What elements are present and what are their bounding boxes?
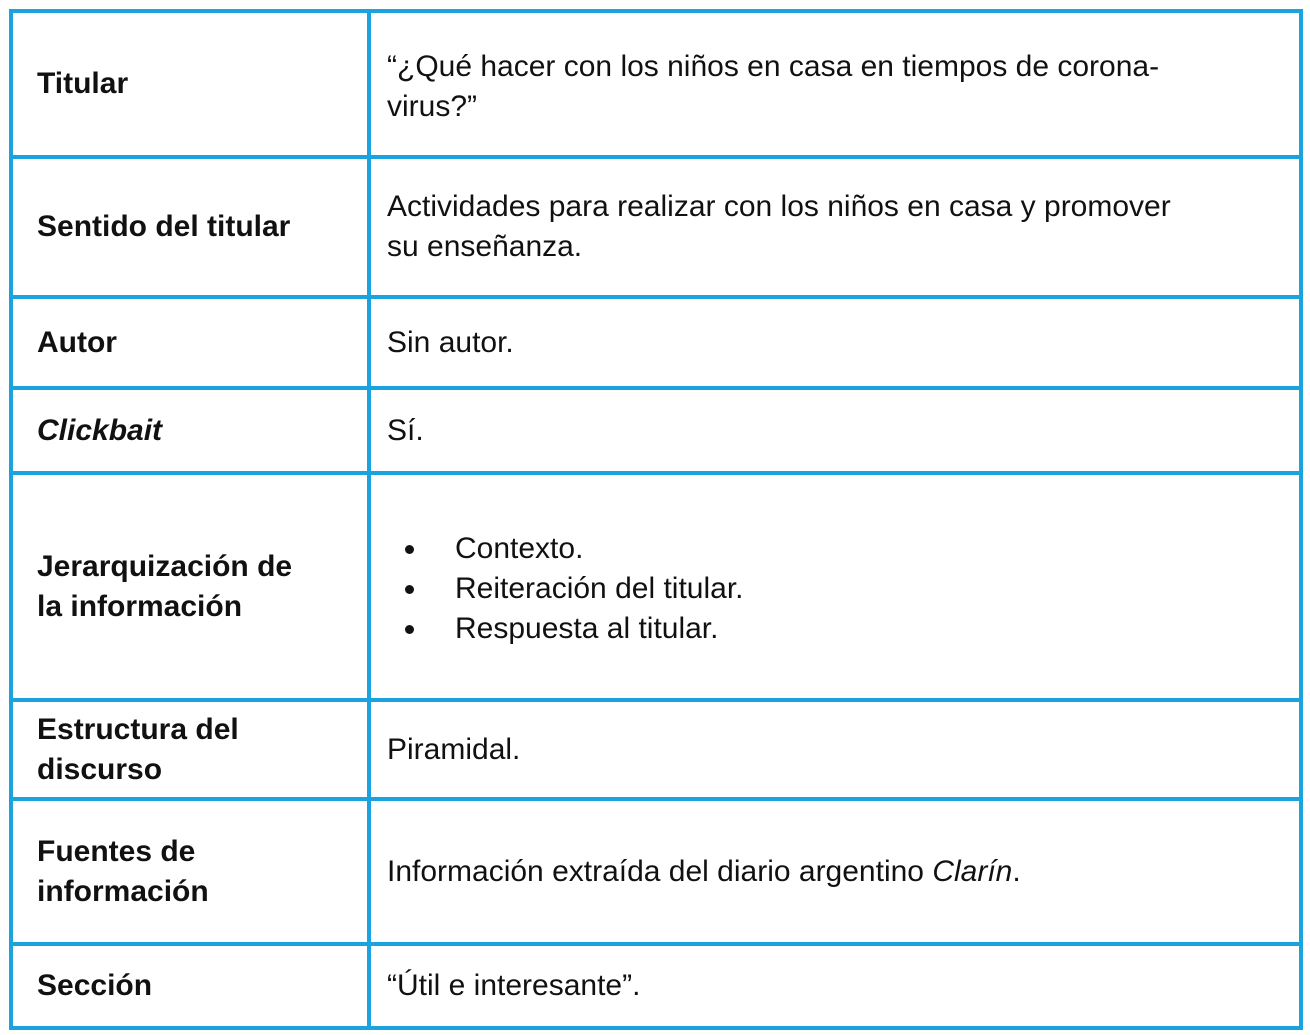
fuentes-value-suffix: . — [1012, 854, 1021, 888]
info-table — [9, 9, 1303, 1030]
fuentes-label-line1: Fuentes de — [37, 834, 196, 868]
row-label — [11, 799, 369, 944]
bullet-icon — [405, 585, 414, 594]
jerarquizacion-label-line2: la información — [37, 589, 243, 623]
table-row-sentido — [11, 157, 1301, 297]
bullet-icon — [405, 545, 414, 554]
row-label — [11, 388, 369, 473]
list-item: Reiteración del titular. — [439, 569, 1279, 609]
table-row-fuentes — [11, 799, 1301, 944]
estructura-label-line2: discurso — [37, 752, 163, 786]
row-label — [11, 473, 369, 700]
estructura-label-line1: Estructura del — [37, 712, 239, 746]
table-row-autor — [11, 297, 1301, 388]
list-item: Respuesta al titular. — [439, 609, 1279, 649]
table-row-seccion — [11, 944, 1301, 1028]
autor-label: Autor — [37, 325, 117, 359]
clickbait-value: Sí. — [387, 413, 424, 447]
fuentes-value-prefix: Información extraída del diario argentino — [387, 854, 933, 888]
row-label — [11, 157, 369, 297]
row-label — [11, 297, 369, 388]
row-label — [11, 944, 369, 1028]
row-value — [369, 944, 1301, 1028]
jerarquizacion-label-line1: Jerarquización de — [37, 549, 293, 583]
autor-value: Sin autor. — [387, 325, 514, 359]
fuentes-label-line2: información — [37, 874, 209, 908]
clickbait-label: Clickbait — [37, 413, 163, 447]
row-label — [11, 11, 369, 157]
bullet-icon — [405, 625, 414, 634]
estructura-value: Piramidal. — [387, 732, 521, 766]
sentido-label: Sentido del titular — [37, 210, 291, 243]
row-value — [369, 700, 1301, 799]
row-value — [369, 157, 1301, 297]
hierarchy-list — [387, 529, 1279, 649]
titular-label: Titular — [37, 67, 129, 100]
row-value — [369, 799, 1301, 944]
sentido-value-line1: Actividades para realizar con los niños en casa y promover — [387, 190, 1171, 223]
titular-value-line1: “¿Qué hacer con los niños en casa en tiempos de corona- — [387, 50, 1160, 83]
sentido-value-line2: su enseñanza. — [387, 230, 583, 263]
table-row-jerarquizacion — [11, 473, 1301, 700]
titular-value-line2: virus?” — [387, 90, 478, 123]
table-row-estructura — [11, 700, 1301, 799]
row-value — [369, 297, 1301, 388]
seccion-label: Sección — [37, 969, 153, 1002]
fuentes-value-newspaper: Clarín — [932, 854, 1013, 888]
row-value — [369, 473, 1301, 700]
row-value — [369, 388, 1301, 473]
list-item: Contexto. — [439, 529, 1279, 569]
table-row-titular — [11, 11, 1301, 157]
table-row-clickbait — [11, 388, 1301, 473]
seccion-value: “Útil e interesante”. — [387, 969, 641, 1002]
row-label — [11, 700, 369, 799]
row-value — [369, 11, 1301, 157]
